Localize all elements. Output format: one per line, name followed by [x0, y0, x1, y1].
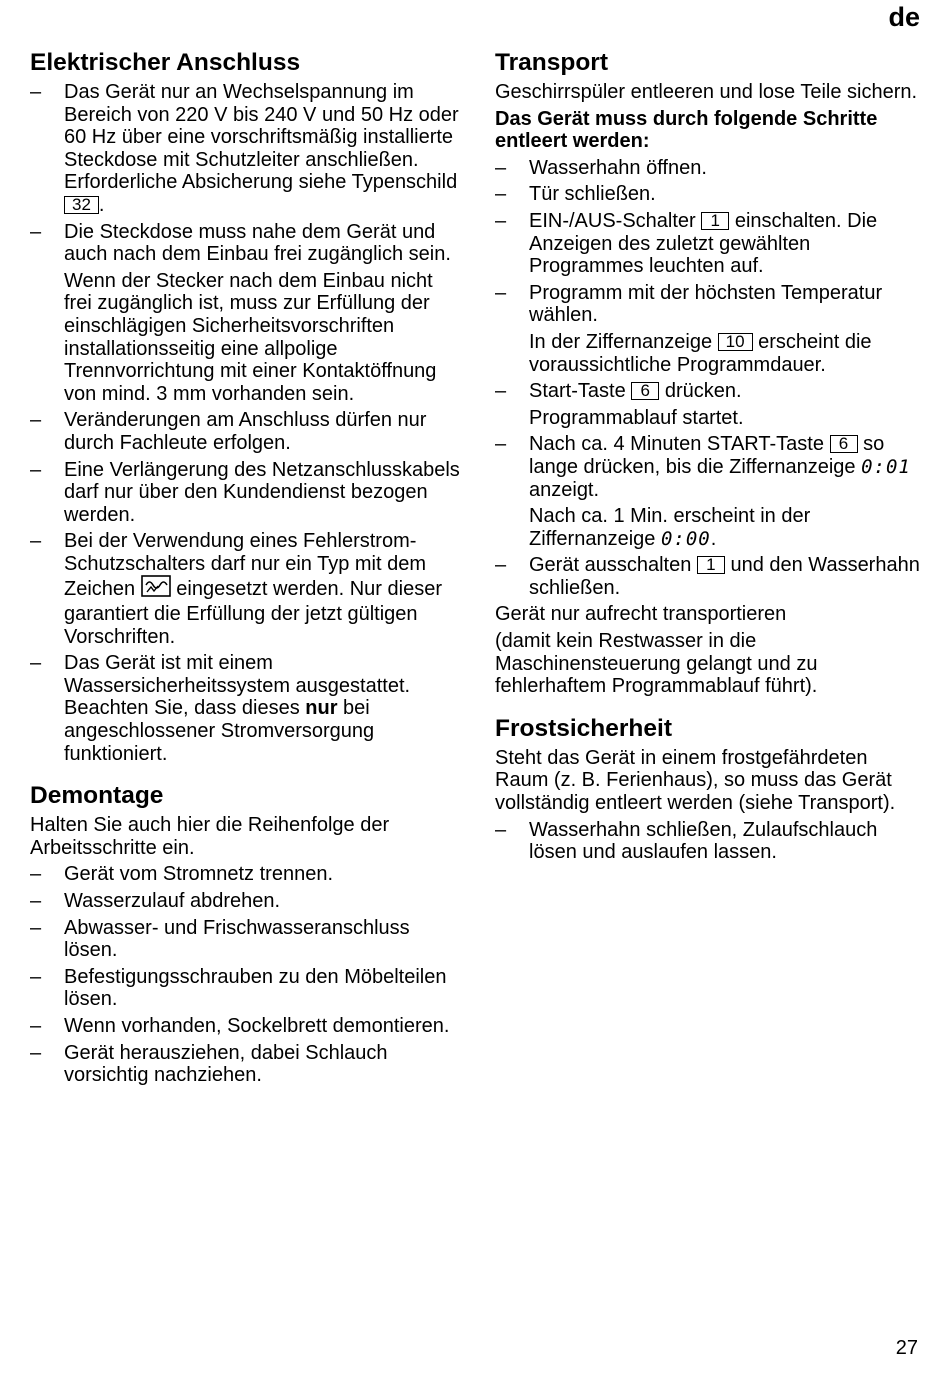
list-item-subparagraph: In der Ziffernanzeige 10 erscheint die voraussichtliche Programmdauer.: [529, 330, 872, 376]
list-item-subparagraph: Wenn der Stecker nach dem Einbau nicht frei zugänglich ist, muss zur Erfüllung der einschlägigen Sicherheitsvorschriften installationsseitig eine allpolige Trennvorrichtung mit einer Kontaktöffnung von mind. 3 mm vorhanden sein.: [64, 269, 437, 405]
list-item: – Tür schließen.: [495, 183, 656, 206]
lcd-display-readout: 0:00: [660, 527, 711, 550]
list-item: – Wasserhahn öffnen.: [495, 156, 707, 179]
list-item: – Veränderungen am Anschluss dürfen nur durch Fachleute erfolgen.: [30, 409, 427, 454]
list-item: – Start-Taste 6 drücken.: [495, 380, 742, 403]
section-title-frostsicherheit: Frostsicherheit: [495, 714, 672, 742]
list-item: – Bei der Verwendung eines Fehlerstrom-Schutzschalters darf nur ein Typ mit dem Zeichen eingesetzt werden. Nur dieser garantiert die Erfüllung der jetzt gültigen Vorschriften.: [30, 530, 442, 648]
list-item: – Das Gerät ist mit einem Wassersicherheitssystem ausgestattet. Beachten Sie, dass dieses nur bei angeschlossener Stromversorgung funktioniert.: [30, 652, 411, 765]
list-item: – Das Gerät nur an Wechselspannung im Bereich von 220 V bis 240 V und 50 Hz oder 60 Hz über eine vorschriftsmäßig installierte Steckdose mit Schutzleiter anschließen. Erforderliche Absicherung siehe Typenschild 32 .: [30, 81, 459, 216]
list-item: – Wasserzulauf abdrehen.: [30, 890, 281, 912]
list-item: – Nach ca. 4 Minuten START-Taste 6 so lange drücken, bis die Ziffernanzeige 0:01 anzeigt.: [495, 433, 911, 501]
list-item: – Programm mit der höchsten Temperatur wählen.: [495, 281, 883, 327]
list-item-subparagraph: Programmablauf startet.: [529, 406, 744, 429]
frost-list: [495, 819, 925, 864]
frost-intro: Steht das Gerät in einem frostgefährdeten Raum (z. B. Ferienhaus), so muss das Gerät vollständig entleert werden (siehe Transport).: [495, 746, 896, 815]
list-item-subparagraph: Nach ca. 1 Min. erscheint in der Ziffernanzeige 0:00.: [529, 505, 811, 550]
page-number: 27: [895, 1337, 918, 1359]
list-item: – Gerät ausschalten 1 und den Wasserhahn schließen.: [495, 554, 920, 599]
reference-box: 6: [631, 382, 659, 400]
list-item: – Eine Verlängerung des Netzanschlusskabels darf nur über den Kundendienst bezogen werden.: [30, 458, 460, 526]
demontage-intro: Halten Sie auch hier die Reihenfolge der Arbeitsschritte ein.: [30, 814, 390, 859]
elektro-list: [30, 81, 460, 266]
lcd-display-readout: 0:01: [861, 455, 911, 478]
demontage-list: [30, 863, 460, 1086]
section-title-transport: Transport: [495, 49, 608, 76]
list-item: – Abwasser- und Frischwasseranschluss lösen.: [30, 916, 410, 962]
section-title-demontage: Demontage: [30, 782, 164, 810]
right-column: [495, 48, 925, 868]
list-item: – Wenn vorhanden, Sockelbrett demontieren.: [30, 1014, 450, 1037]
list-item: – EIN-/AUS-Schalter 1 einschalten. Die Anzeigen des zuletzt gewählten Programmes leuchten auf.: [495, 209, 878, 278]
reference-box: 1: [701, 212, 729, 230]
transport-note-detail: (damit kein Restwasser in die Maschinensteuerung gelangt und zu fehlerhaftem Programmablauf führt).: [495, 630, 818, 698]
transport-bold-intro: Das Gerät muss durch folgende Schritte entleert werden:: [495, 107, 878, 153]
reference-box: 6: [830, 435, 858, 453]
rcd-symbol-icon: [141, 575, 171, 603]
reference-box: 1: [697, 556, 725, 574]
list-item: – Befestigungsschrauben zu den Möbelteilen lösen.: [30, 965, 447, 1011]
list-item: – Wasserhahn schließen, Zulaufschlauch lösen und auslaufen lassen.: [495, 818, 878, 864]
reference-box: 32: [64, 196, 99, 214]
list-item: – Gerät vom Stromnetz trennen.: [30, 863, 334, 886]
reference-box: 10: [718, 333, 753, 351]
left-column: [30, 48, 460, 1091]
list-item: – Die Steckdose muss nahe dem Gerät und auch nach dem Einbau frei zugänglich sein.: [30, 220, 451, 266]
transport-steps: [495, 157, 925, 327]
list-item: – Gerät herausziehen, dabei Schlauch vorsichtig nachziehen.: [30, 1041, 388, 1087]
transport-intro: Geschirrspüler entleeren und lose Teile sichern.: [495, 81, 918, 103]
language-tag: de: [888, 2, 920, 32]
section-title-elektrischer-anschluss: Elektrischer Anschluss: [30, 49, 301, 76]
transport-note: Gerät nur aufrecht transportieren: [495, 603, 787, 626]
